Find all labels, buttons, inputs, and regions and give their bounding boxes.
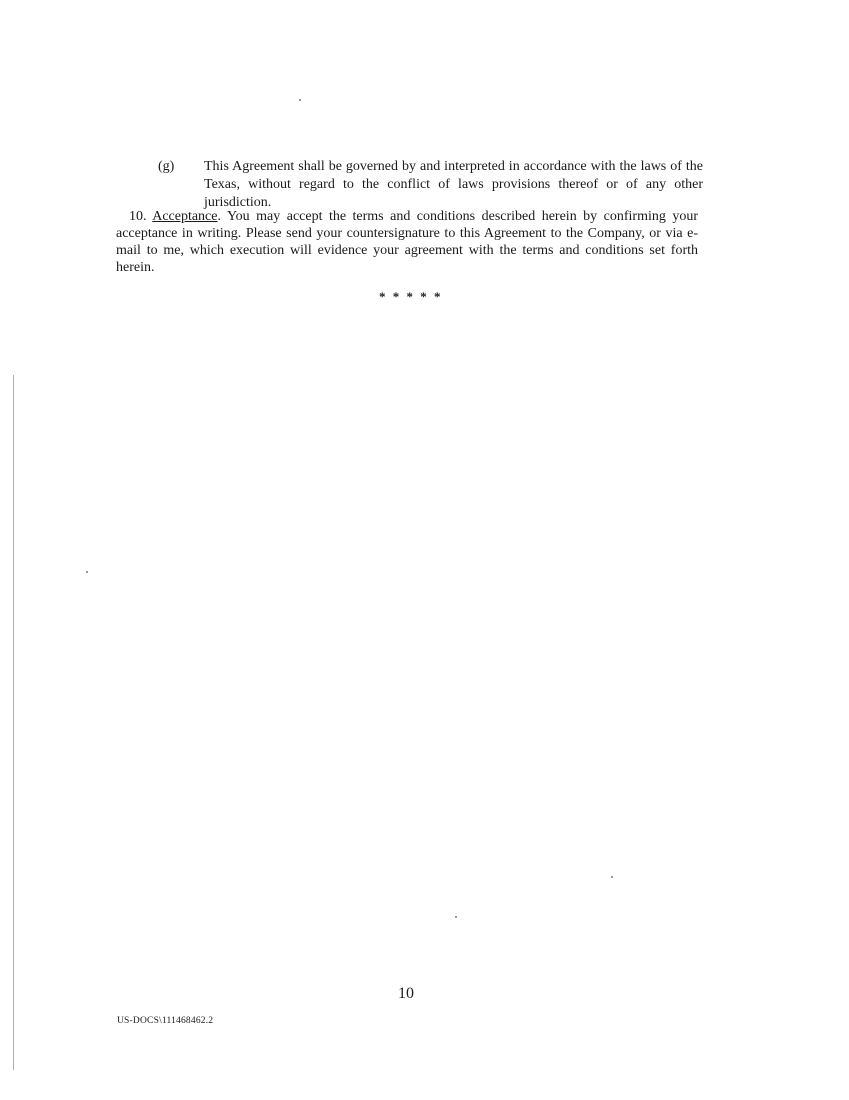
section-separator: * * * * * [379, 289, 443, 304]
scan-edge-line [13, 375, 14, 1070]
clause-g-label: (g) [158, 159, 175, 174]
scan-speck [86, 571, 88, 573]
scan-speck [299, 99, 301, 101]
page-number: 10 [398, 985, 414, 1002]
section-10-number: 10. [129, 209, 147, 224]
section-10-text: You may accept the terms and conditions described herein by confirming your acceptance in writing. Please send your countersignature to this Agreement to the Company, or via e-mail to me, which execution will evidence your agreement with the terms and conditions set forth herein. [116, 209, 698, 275]
section-10-heading: Acceptance [152, 209, 218, 224]
scan-speck [611, 876, 613, 878]
clause-g-text: This Agreement shall be governed by and interpreted in accordance with the laws of the Texas, without regard to the conflict of laws provisions thereof or of any other jurisdiction. [204, 159, 703, 210]
scan-speck [455, 916, 457, 918]
section-10-acceptance [116, 208, 698, 276]
section-10-heading-punct: . [217, 209, 221, 224]
clause-g [158, 158, 703, 212]
document-id-footer: US-DOCS\111468462.2 [117, 1016, 214, 1026]
